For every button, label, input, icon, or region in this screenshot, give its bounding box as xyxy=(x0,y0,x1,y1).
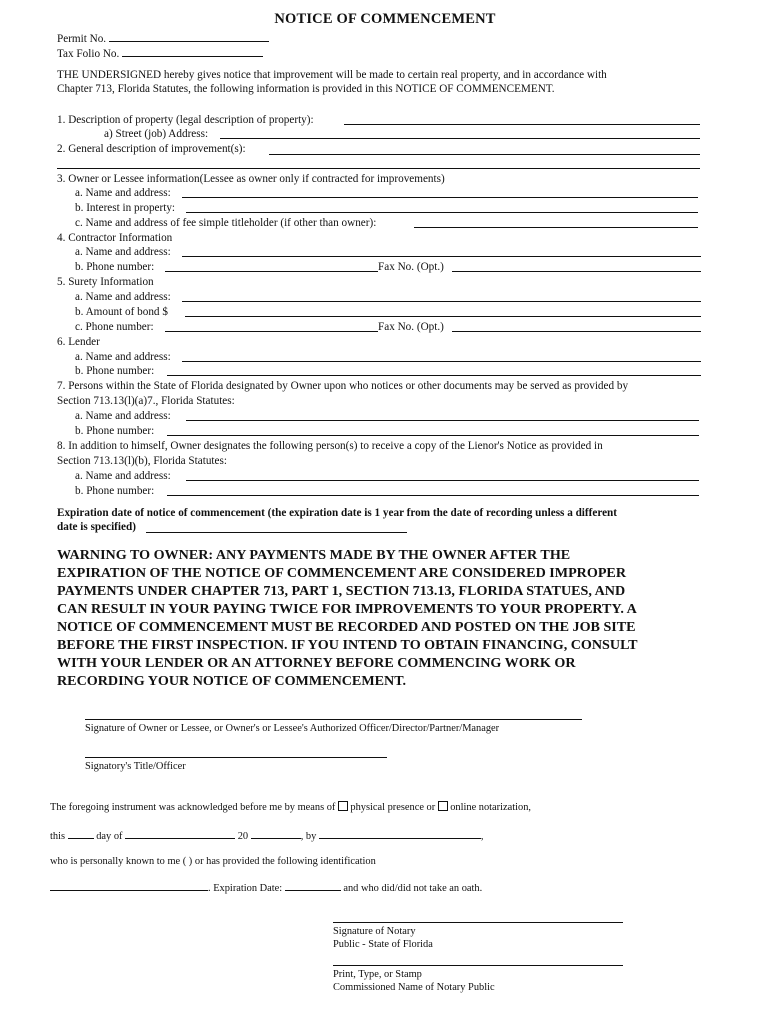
year-field[interactable] xyxy=(251,829,301,839)
signatory-title-caption: Signatory's Title/Officer xyxy=(85,761,186,772)
permit-row xyxy=(57,30,269,46)
permit-label: Permit No. xyxy=(57,33,107,45)
month-field[interactable] xyxy=(125,829,235,839)
designee-phone-field[interactable] xyxy=(167,435,699,436)
owner-signature-line[interactable] xyxy=(85,719,582,720)
year-prefix: 20 xyxy=(237,831,249,842)
section-8-line-1: 8. In addition to himself, Owner designates the following person(s) to receive a copy of the Lienor's Notice as provided in xyxy=(57,440,603,452)
warning-line: NOTICE OF COMMENCEMENT MUST BE RECORDED AND POSTED ON THE JOB SITE xyxy=(57,619,636,635)
expiration-line-1: Expiration date of notice of commencement (the expiration date is 1 year from the date of recording unless a different xyxy=(57,507,618,519)
section-5b-label: b. Amount of bond $ xyxy=(75,306,168,318)
notary-signature-caption-2: Public - State of Florida xyxy=(333,939,433,950)
section-5a-label: a. Name and address: xyxy=(75,291,171,303)
section-3c-label: c. Name and address of fee simple titleholder (if other than owner): xyxy=(75,217,377,229)
physical-presence-checkbox[interactable] xyxy=(338,801,348,811)
section-3a-label: a. Name and address: xyxy=(75,187,171,199)
lender-phone-field[interactable] xyxy=(167,375,701,376)
surety-fax-label: Fax No. (Opt.) xyxy=(378,321,444,333)
expiration-date-label: . Expiration Date: xyxy=(208,883,283,894)
section-8a-label: a. Name and address: xyxy=(75,470,171,482)
person-field[interactable] xyxy=(319,829,481,839)
owner-signature-caption: Signature of Owner or Lessee, or Owner's or Lessee's Authorized Officer/Director/Partner/Manager xyxy=(85,723,500,734)
warning-to-owner xyxy=(57,546,697,690)
section-5-label: 5. Surety Information xyxy=(57,276,154,288)
notary-name-caption-2: Commissioned Name of Notary Public xyxy=(333,982,495,993)
contractor-fax-field[interactable] xyxy=(452,271,701,272)
online-notarization-checkbox[interactable] xyxy=(438,801,448,811)
section-2-label: 2. General description of improvement(s): xyxy=(57,143,246,155)
day-of-label: day of xyxy=(96,831,123,842)
warning-line: CAN RESULT IN YOUR PAYING TWICE FOR IMPROVEMENTS TO YOUR PROPERTY. A xyxy=(57,601,637,617)
section-8b-label: b. Phone number: xyxy=(75,485,155,497)
warning-line: WITH YOUR LENDER OR AN ATTORNEY BEFORE COMMENCING WORK OR xyxy=(57,655,576,671)
tax-folio-row xyxy=(57,45,263,61)
contractor-phone-field[interactable] xyxy=(165,271,378,272)
section-7a-label: a. Name and address: xyxy=(75,410,171,422)
section-3-label: 3. Owner or Lessee information(Lessee as owner only if contracted for improvements) xyxy=(57,173,445,185)
contractor-fax-label: Fax No. (Opt.) xyxy=(378,261,444,273)
section-7b-label: b. Phone number: xyxy=(75,425,155,437)
acknowledgement-text: The foregoing instrument was acknowledged before me by means of xyxy=(50,802,336,813)
personally-known-text: who is personally known to me ( ) or has provided the following identification xyxy=(50,856,376,867)
id-expiration-field[interactable] xyxy=(285,881,341,891)
section-1-label: 1. Description of property (legal description of property): xyxy=(57,114,314,126)
surety-name-address-field[interactable] xyxy=(182,301,701,302)
bond-amount-field[interactable] xyxy=(185,316,701,317)
titleholder-field[interactable] xyxy=(414,227,698,228)
improvement-description-field-2[interactable] xyxy=(57,168,700,169)
date-line-comma: , xyxy=(480,831,484,842)
warning-line: PAYMENTS UNDER CHAPTER 713, PART 1, SECTION 713.13, FLORIDA STATUES, AND xyxy=(57,583,626,599)
designee-name-address-field[interactable] xyxy=(186,420,699,421)
online-notarization-label: online notarization, xyxy=(450,802,531,813)
notary-name-caption-1: Print, Type, or Stamp xyxy=(333,969,422,980)
surety-phone-field[interactable] xyxy=(165,331,378,332)
owner-interest-field[interactable] xyxy=(186,212,698,213)
section-7-line-2: Section 713.13(l)(a)7., Florida Statutes: xyxy=(57,395,235,407)
signatory-title-line[interactable] xyxy=(85,757,387,758)
by-label: , by xyxy=(300,831,317,842)
surety-fax-field[interactable] xyxy=(452,331,701,332)
notary-name-line[interactable] xyxy=(333,965,623,966)
contractor-name-address-field[interactable] xyxy=(182,256,701,257)
notary-signature-line[interactable] xyxy=(333,922,623,923)
section-1a-label: a) Street (job) Address: xyxy=(104,128,209,140)
section-4b-label: b. Phone number: xyxy=(75,261,155,273)
page-title: NOTICE OF COMMENCEMENT xyxy=(274,11,496,27)
legal-description-field[interactable] xyxy=(344,124,700,125)
section-6-label: 6. Lender xyxy=(57,336,100,348)
date-line xyxy=(50,829,484,843)
expiration-date-field[interactable] xyxy=(146,532,407,533)
section-7-line-1: 7. Persons within the State of Florida designated by Owner upon who notices or other documents may be served as provided by xyxy=(57,380,629,392)
lender-name-address-field[interactable] xyxy=(182,361,701,362)
identification-field[interactable] xyxy=(50,881,208,891)
intro-line-1: THE UNDERSIGNED hereby gives notice that improvement will be made to certain real property, and in accordance with xyxy=(57,69,607,81)
notary-signature-caption-1: Signature of Notary xyxy=(333,926,416,937)
acknowledgement-line xyxy=(50,801,531,814)
section-4a-label: a. Name and address: xyxy=(75,246,171,258)
tax-folio-field[interactable] xyxy=(122,45,263,57)
street-address-field[interactable] xyxy=(220,138,700,139)
owner-name-address-field[interactable] xyxy=(182,197,698,198)
section-6b-label: b. Phone number: xyxy=(75,365,155,377)
section-3b-label: b. Interest in property: xyxy=(75,202,176,214)
physical-presence-label: physical presence or xyxy=(350,802,436,813)
expiration-line-2: date is specified) xyxy=(57,521,136,533)
intro-line-2: Chapter 713, Florida Statutes, the following information is provided in this NOTICE OF COMMENCEMENT. xyxy=(57,83,555,95)
this-label: this xyxy=(50,831,66,842)
identification-line xyxy=(50,881,482,895)
tax-folio-label: Tax Folio No. xyxy=(57,48,120,60)
notice-copy-phone-field[interactable] xyxy=(167,495,699,496)
section-5c-label: c. Phone number: xyxy=(75,321,154,333)
section-4-label: 4. Contractor Information xyxy=(57,232,173,244)
oath-text: and who did/did not take an oath. xyxy=(343,883,483,894)
section-8-line-2: Section 713.13(l)(b), Florida Statutes: xyxy=(57,455,227,467)
improvement-description-field[interactable] xyxy=(269,154,700,155)
warning-line: WARNING TO OWNER: ANY PAYMENTS MADE BY THE OWNER AFTER THE xyxy=(57,547,571,563)
section-6a-label: a. Name and address: xyxy=(75,351,171,363)
warning-line: RECORDING YOUR NOTICE OF COMMENCEMENT. xyxy=(57,673,407,689)
permit-field[interactable] xyxy=(109,30,269,42)
warning-line: BEFORE THE FIRST INSPECTION. IF YOU INTEND TO OBTAIN FINANCING, CONSULT xyxy=(57,637,638,653)
notice-copy-name-address-field[interactable] xyxy=(186,480,699,481)
day-field[interactable] xyxy=(68,829,94,839)
warning-line: EXPIRATION OF THE NOTICE OF COMMENCEMENT ARE CONSIDERED IMPROPER xyxy=(57,565,627,581)
